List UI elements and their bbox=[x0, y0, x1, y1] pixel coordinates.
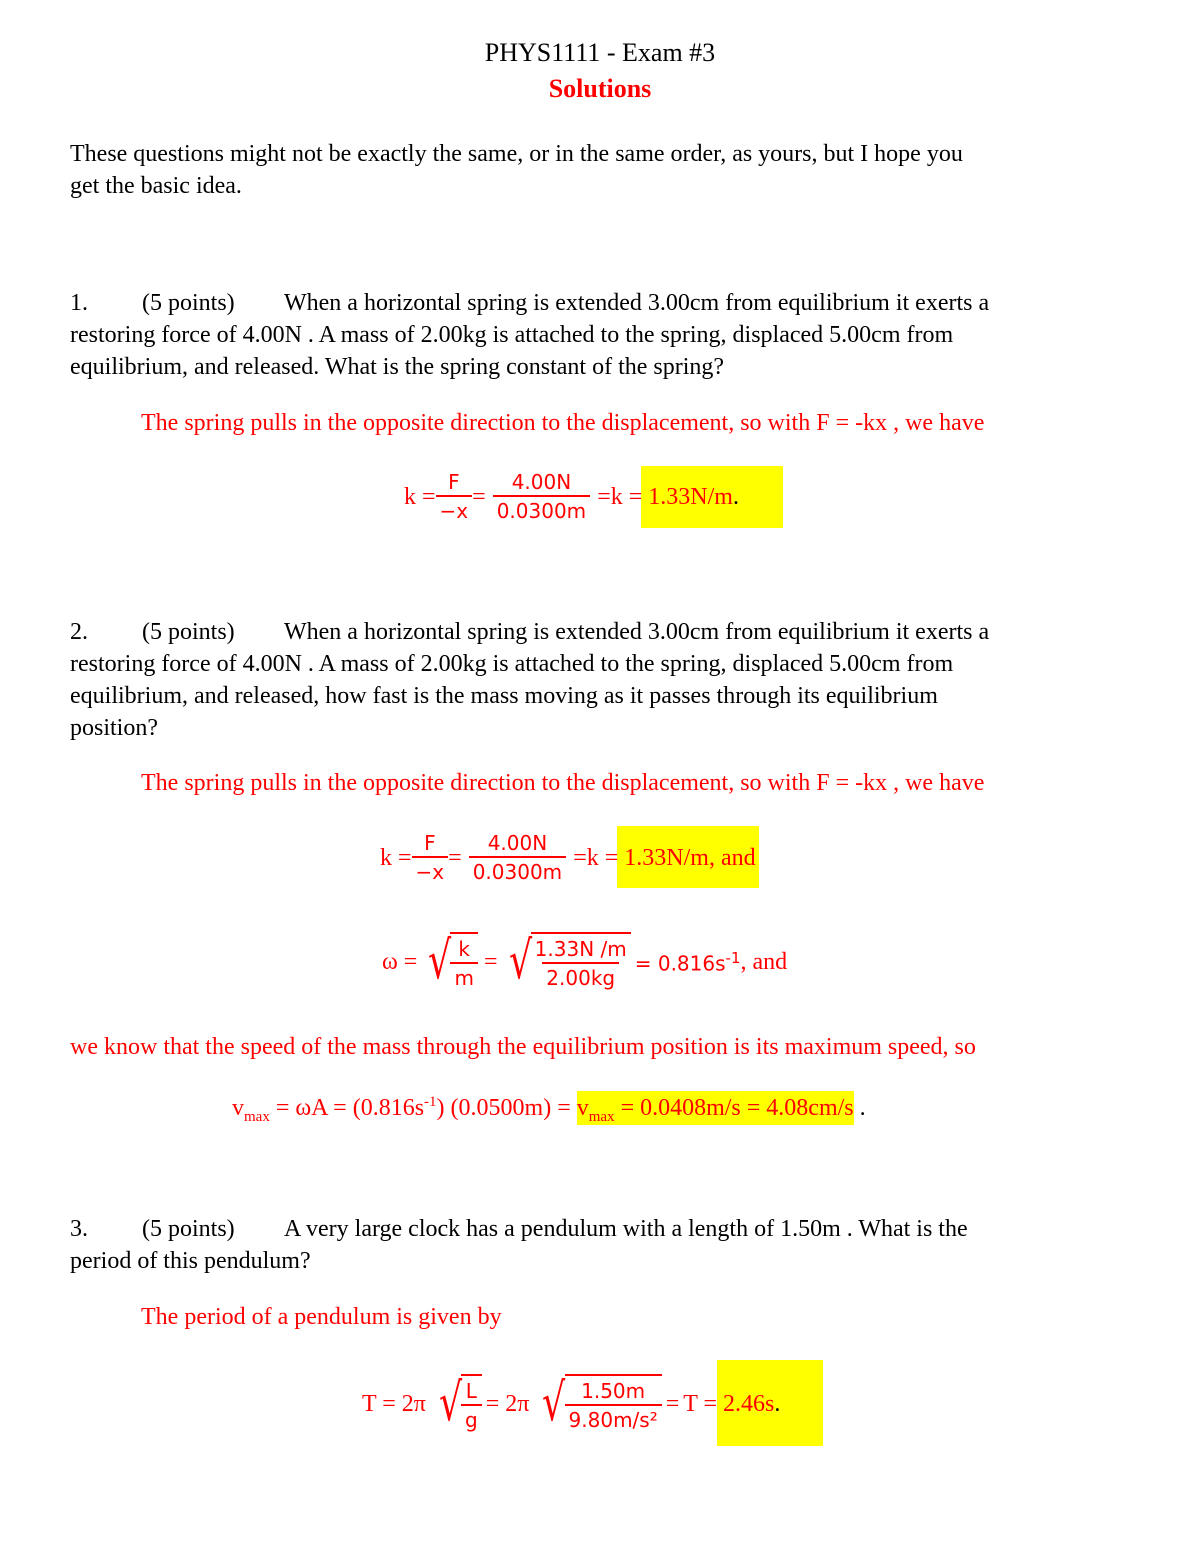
equation-lhs: ω = bbox=[382, 948, 418, 975]
intro-line: get the basic idea. bbox=[70, 173, 242, 199]
equation-middle: = 2π bbox=[485, 1390, 530, 1417]
question-points: (5 points) bbox=[142, 619, 235, 645]
equation-lhs: T = 2π bbox=[362, 1390, 426, 1417]
fraction-values bbox=[466, 830, 570, 886]
fraction-denominator: 0.0300m bbox=[469, 856, 566, 886]
fraction-numerator: F bbox=[424, 831, 436, 855]
question-number: 3. bbox=[70, 1216, 88, 1242]
sqrt-l-over-g bbox=[434, 1374, 482, 1434]
v-letter: v bbox=[232, 1095, 244, 1121]
question-points: (5 points) bbox=[142, 290, 235, 316]
omega-result-exponent: -1 bbox=[725, 948, 741, 967]
page-subtitle: Solutions bbox=[548, 74, 652, 103]
speed-statement: we know that the speed of the mass through the equilibrium position is its maximum speed, so bbox=[70, 1034, 976, 1060]
solution-intro: The spring pulls in the opposite direction to the displacement, so with F = -kx , we have bbox=[141, 410, 985, 436]
question-number: 1. bbox=[70, 290, 88, 316]
equals-sign: = bbox=[597, 483, 611, 510]
question-2 bbox=[70, 616, 1130, 744]
fraction bbox=[461, 1378, 482, 1434]
question-text: position? bbox=[70, 715, 158, 741]
fraction bbox=[531, 936, 631, 992]
solution-intro: The period of a pendulum is given by bbox=[141, 1304, 502, 1330]
fraction-denominator: 9.80m/s² bbox=[565, 1404, 662, 1434]
fraction-numerator: k bbox=[458, 937, 471, 961]
equation-middle: = ωA = (0.816s bbox=[269, 1095, 425, 1121]
question-text: equilibrium, and released. What is the spring constant of the spring? bbox=[70, 354, 725, 380]
fraction-numerator: 1.33N /m bbox=[534, 937, 627, 961]
fraction-numerator: F bbox=[448, 470, 460, 494]
answer-highlight bbox=[577, 1091, 854, 1125]
equation-middle: ) (0.0500m) = bbox=[436, 1095, 577, 1121]
question-text: restoring force of 4.00N . A mass of 2.00kg is attached to the spring, displaced 5.00cm from bbox=[70, 322, 954, 348]
equation-pendulum-period bbox=[362, 1362, 780, 1446]
fraction-numerator: 4.00N bbox=[511, 470, 572, 494]
fraction-force-displacement bbox=[436, 469, 473, 525]
solution-intro: The spring pulls in the opposite direction to the displacement, so with F = -kx , we have bbox=[141, 770, 985, 796]
question-3 bbox=[70, 1213, 1130, 1277]
answer-text: k = 1.33N/m bbox=[610, 483, 733, 510]
equals-sign: = bbox=[448, 844, 462, 871]
answer-text: k = 1.33N/m bbox=[586, 844, 709, 871]
equation-tail: , and bbox=[740, 948, 788, 975]
omega-result bbox=[635, 949, 741, 976]
equals-sign: = bbox=[483, 948, 498, 975]
question-number: 2. bbox=[70, 619, 88, 645]
v-symbol bbox=[232, 1095, 270, 1125]
equation-tail: . bbox=[853, 1095, 866, 1121]
question-text: When a horizontal spring is extended 3.00cm from equilibrium it exerts a bbox=[284, 290, 990, 316]
fraction-denominator: −x bbox=[436, 495, 473, 525]
equation-tail: . bbox=[774, 1390, 781, 1417]
question-points: (5 points) bbox=[142, 1216, 235, 1242]
page-title: PHYS1111 - Exam #3 bbox=[484, 38, 716, 67]
intro-paragraph bbox=[70, 138, 1130, 202]
question-text: restoring force of 4.00N . A mass of 2.00kg is attached to the spring, displaced 5.00cm from bbox=[70, 651, 954, 677]
equation-lhs: k = bbox=[380, 844, 412, 871]
omega-result-value: = 0.816s bbox=[634, 951, 726, 976]
radical-icon: √ bbox=[438, 1373, 463, 1433]
fraction-denominator: −x bbox=[412, 856, 449, 886]
fraction-denominator: 0.0300m bbox=[493, 495, 590, 525]
fraction-values bbox=[490, 469, 594, 525]
radical-icon: √ bbox=[508, 931, 532, 991]
radical-icon: √ bbox=[542, 1373, 566, 1433]
question-text: equilibrium, and released, how fast is the mass moving as it passes through its equilibrium bbox=[70, 683, 938, 709]
question-text: period of this pendulum? bbox=[70, 1248, 311, 1274]
fraction-numerator: L bbox=[465, 1379, 477, 1403]
intro-line: These questions might not be exactly the same, or in the same order, as yours, but I hope you bbox=[70, 141, 963, 167]
question-1 bbox=[70, 287, 1130, 383]
fraction-denominator: m bbox=[450, 962, 477, 992]
equation-tail: , and bbox=[708, 844, 756, 871]
question-text: A very large clock has a pendulum with a length of 1.50m . What is the bbox=[284, 1216, 968, 1242]
answer-v: v bbox=[576, 1095, 589, 1121]
fraction-numerator: 1.50m bbox=[581, 1379, 646, 1403]
equation-spring-constant bbox=[404, 465, 739, 529]
fraction-force-displacement bbox=[412, 830, 449, 886]
answer-text: = 0.0408m/s = 4.08cm/s bbox=[614, 1095, 854, 1121]
fraction bbox=[450, 936, 477, 992]
exponent: -1 bbox=[424, 1094, 437, 1110]
equation-spring-constant bbox=[380, 826, 756, 890]
equals-sign: = bbox=[665, 1390, 680, 1417]
equation-max-speed bbox=[232, 1094, 866, 1126]
sqrt-values bbox=[504, 932, 631, 992]
sqrt-k-over-m bbox=[423, 932, 478, 992]
equals-sign: = bbox=[573, 844, 587, 871]
v-subscript: max bbox=[244, 1108, 270, 1125]
radical-icon: √ bbox=[428, 931, 452, 991]
answer-subscript: max bbox=[588, 1108, 615, 1125]
fraction-denominator: 2.00kg bbox=[542, 962, 619, 992]
equation-tail: . bbox=[732, 483, 739, 510]
sqrt-values bbox=[537, 1374, 661, 1434]
equation-lhs: k = bbox=[404, 483, 436, 510]
answer-text: T = 2.46s bbox=[683, 1390, 775, 1417]
question-text: When a horizontal spring is extended 3.00cm from equilibrium it exerts a bbox=[284, 619, 990, 645]
fraction-numerator: 4.00N bbox=[487, 831, 548, 855]
fraction bbox=[565, 1378, 662, 1434]
equals-sign: = bbox=[472, 483, 486, 510]
equation-angular-frequency bbox=[382, 920, 787, 1004]
fraction-denominator: g bbox=[461, 1404, 482, 1434]
